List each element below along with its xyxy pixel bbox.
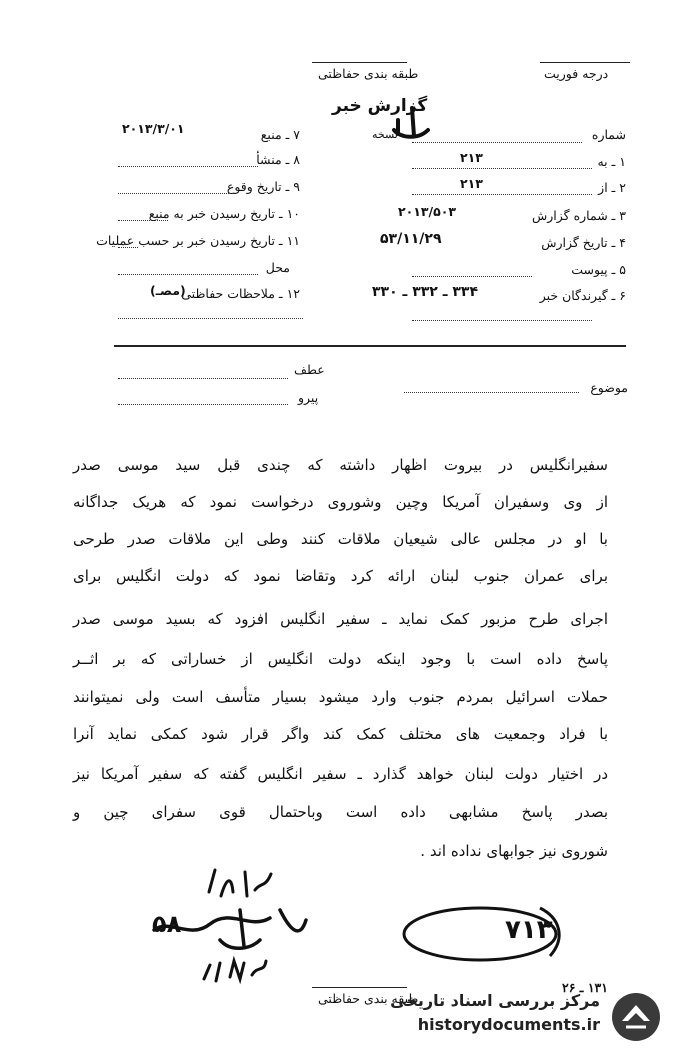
field-recipients-label: ۶ ـ گیرندگان خبر [539,288,626,303]
field-report-number-label: ۳ ـ شماره گزارش [531,208,626,223]
field-place-line [118,274,258,275]
archive-watermark [390,985,670,1045]
field-to-line [412,168,592,169]
field-attachment-label: ۵ ـ پیوست [571,262,626,277]
field-attachment-line [412,276,532,277]
archive-url: historydocuments.ir [417,1015,600,1034]
body-line: حملات اسرائیل بمردم جنوب وارد میشود بسیار متأسف است ولی نمیتوانند [73,688,608,706]
field-from-line [412,194,592,195]
field-number-line [412,142,582,143]
field-number-label: شماره [591,127,626,142]
body-line: سفیرانگلیس در بیروت اظهار داشته که چندی قبل سید موسی صدر [73,456,608,474]
follow-line [118,404,288,405]
field-arrive-ops-label: ۱۱ ـ تاریخ رسیدن خبر بر حسب عملیات [96,233,300,248]
field-arrive-ops-line [118,247,138,248]
field-origin-label: ۸ ـ منشأ [256,152,300,167]
field-report-date-label: ۴ ـ تاریخ گزارش [541,235,626,250]
body-line: از وی وسفیران آمریکا وچین وشوروی درخواست نمود که هریک جداگانه [73,493,608,511]
field-security-notes-line [118,318,303,319]
body-line: پاسخ داده است با وجود اینکه دولت انگلیس از خساراتی که بر اثــر [73,650,608,668]
field-recipients-value: ۳۳۴ ـ ۳۳۲ ـ ۳۳۰ [372,284,479,300]
field-place-label: محل [265,260,290,275]
field-source-value: ۲۰۱۳/۳/۰۱ [122,121,185,136]
field-security-notes-label: ۱۲ ـ ملاحظات حفاظتی [181,286,300,301]
subject-label: موضوع [590,380,628,395]
priority-label: درجه فوریت [544,66,609,81]
field-report-number-value: ۲۰۱۳/۵۰۳ [398,204,456,219]
small-scribble [200,955,270,985]
header-divider [114,345,626,347]
field-source-label: ۷ ـ منبع [260,127,300,142]
doc-code: ۱۳۱ ـ ۲۶ [562,980,608,995]
ref-label: عطف [294,362,325,377]
field-to-value: ۲۱۳ [460,150,483,165]
classification-bottom: طبقه بندی حفاظتی [318,991,419,1006]
body-line: با فراد وجمعیت های مختلف کمک کند واگر قرار شود کمکی نماید آنرا [73,725,608,743]
body-line: شوروی نیز جوابهای نداده اند . [420,842,608,860]
body-line: برای عمران جنوب لبنان ارائه کرد وتقاضا نمود که دولت انگلیس برای [73,567,608,585]
field-to-label: ۱ ـ به [597,154,626,169]
field-from-label: ۲ ـ از [598,180,626,195]
body-line: اجرای طرح مزبور کمک نماید ـ سفیر انگلیس افزود که بسید موسی صدر [73,610,608,628]
field-arrive-source-label: ۱۰ ـ تاریخ رسیدن خبر به منبع [148,206,300,221]
handwritten-number: ۷۱۳ [505,915,553,945]
field-from-value: ۲۱۳ [460,176,483,191]
follow-label: پیرو [298,390,319,405]
body-line: بصدر پاسخ مشابهی داده است وباحتمال قوی سفرای چین و [73,803,608,821]
field-report-date-value: ۵۳/۱۱/۲۹ [380,231,442,247]
report-title: گزارش خبر [332,96,428,116]
archive-logo-icon [610,991,662,1043]
field-origin-line [118,166,258,167]
field-recipients-extra-line [412,320,592,321]
classification-top: طبقه بندی حفاظتی [318,66,419,81]
field-occur-date-label: ۹ ـ تاریخ وقوع [226,179,300,194]
header-rule-left [312,62,407,63]
archive-name: مرکز بررسی اسناد تاریخی [390,991,600,1010]
subject-line [404,392,579,393]
copy-label: نسخه [372,128,398,141]
signature-number: ۵۸ [152,910,182,938]
handwritten-scribble [205,862,275,902]
field-occur-date-line [118,193,233,194]
field-security-notes-value: (مصـ) [150,283,186,298]
header-rule-right [540,62,630,63]
body-line: با او در مجلس عالی شیعیان ملاقات کنند وطی این ملاقات صدر طرحی [73,530,608,548]
body-line: در اختیار دولت لبنان خواهد گذارد ـ سفیر انگلیس گفته که سفیر آمریکا نیز [73,765,608,783]
field-arrive-source-line [118,220,168,221]
ref-line [118,378,288,379]
